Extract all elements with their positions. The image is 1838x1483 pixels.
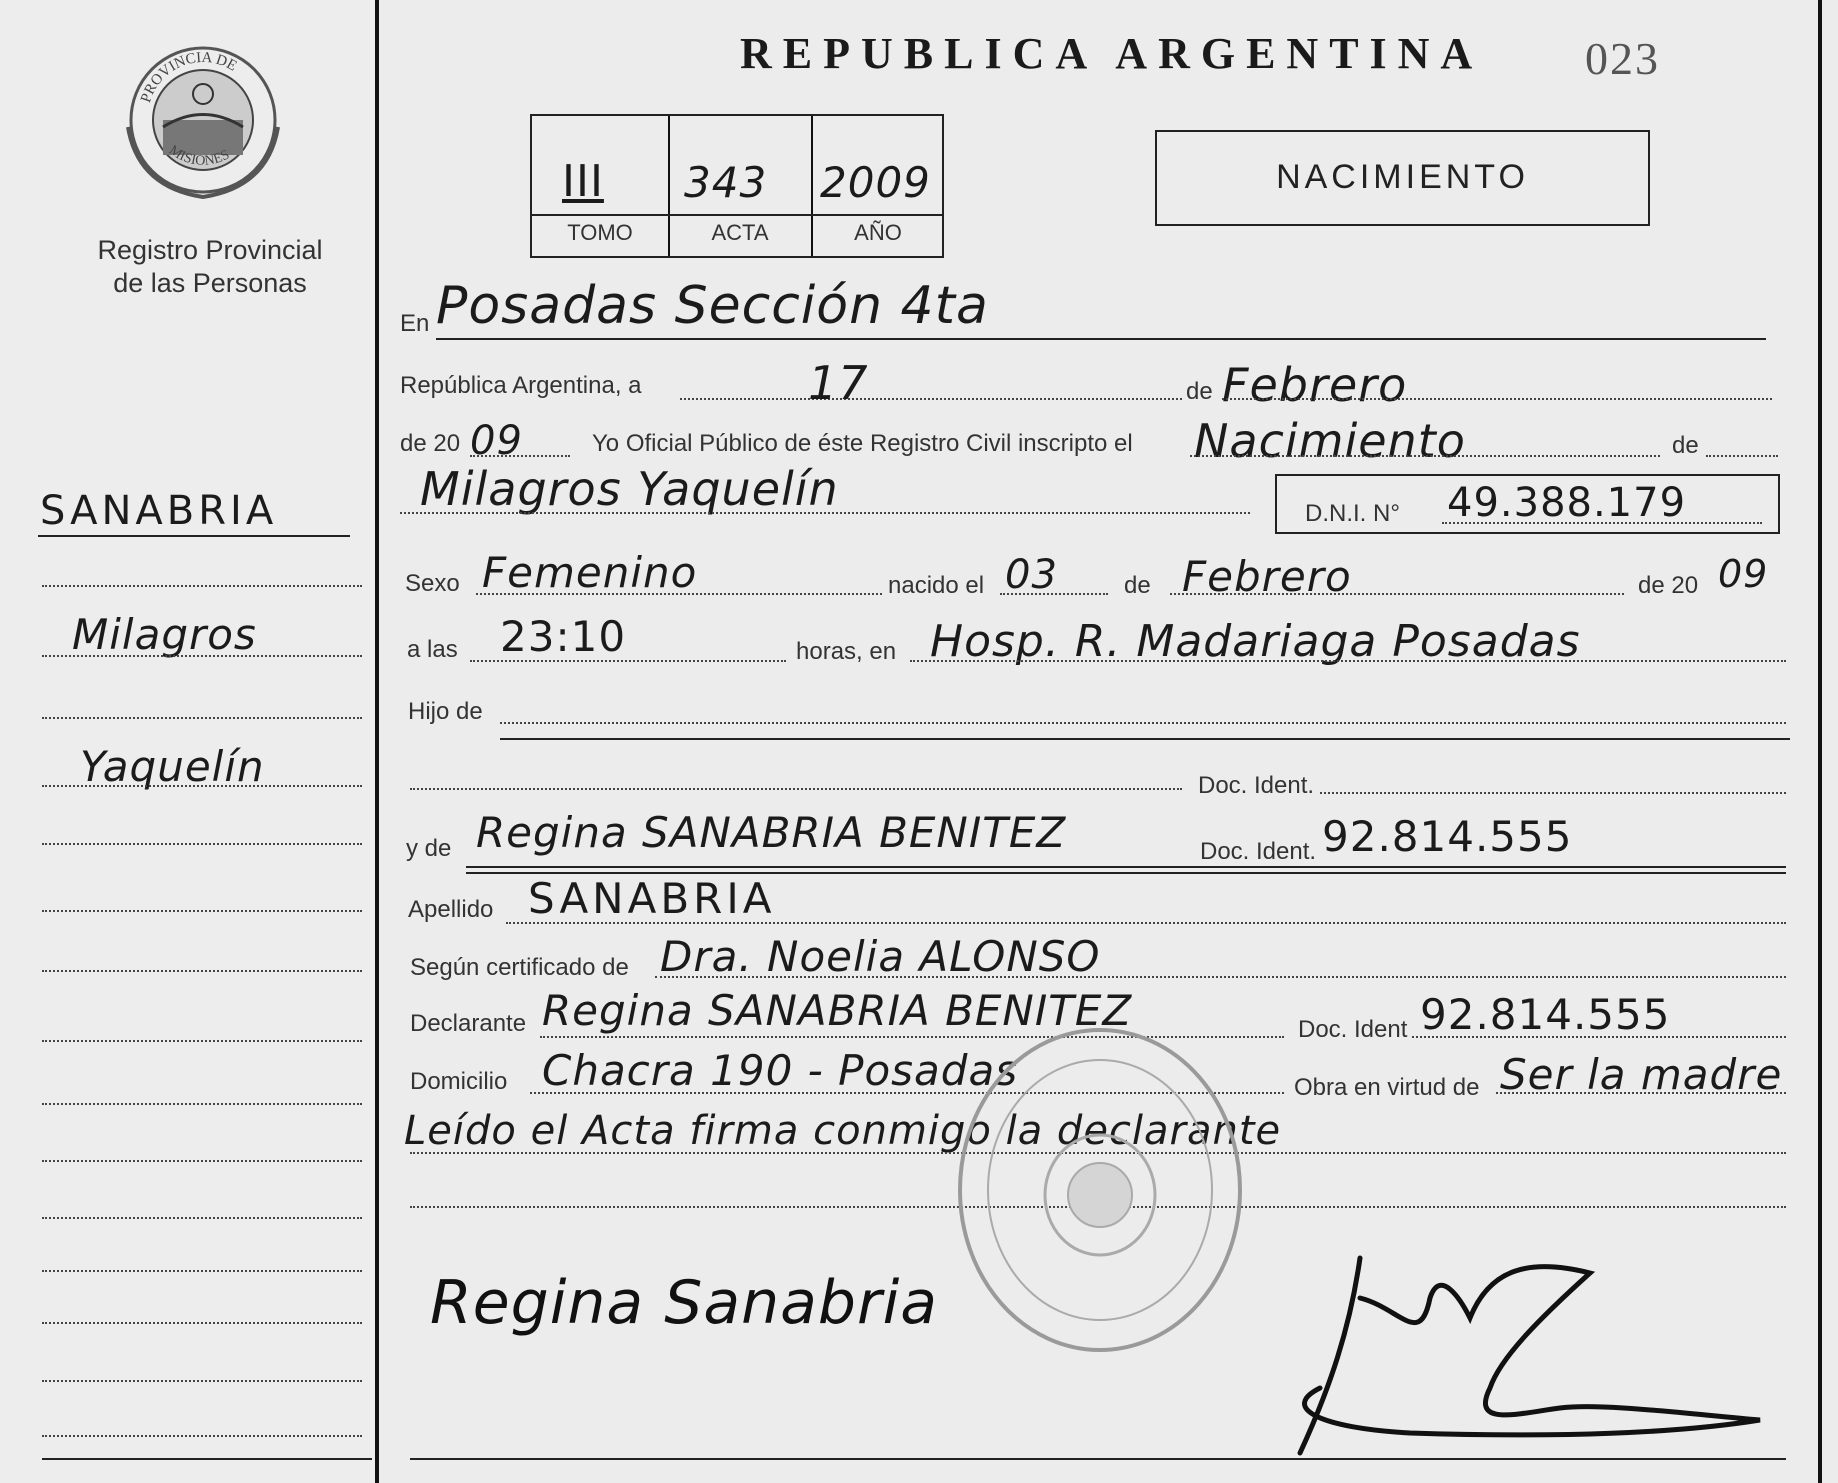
dni-box xyxy=(1275,474,1780,534)
sidebar-dotted-line xyxy=(42,785,362,787)
label-apellido: Apellido xyxy=(408,896,494,923)
label-obra: Obra en virtud de xyxy=(1294,1074,1480,1101)
dots-certificado xyxy=(655,976,1786,978)
bottom-rule xyxy=(410,1458,1786,1460)
dots-nombre xyxy=(400,512,1250,514)
sidebar-dotted-line xyxy=(42,843,362,845)
value-dni: 49.388.179 xyxy=(1447,480,1687,526)
label-a-las: a las xyxy=(407,636,458,663)
org-name-line2: de las Personas xyxy=(113,268,307,298)
left-border-line xyxy=(375,0,379,1483)
label-hijo-de: Hijo de xyxy=(408,698,483,725)
table-rule xyxy=(532,214,942,216)
value-apellido: SANABRIA xyxy=(528,874,776,923)
sidebar-dotted-line xyxy=(42,717,362,719)
label-de3: de xyxy=(1124,572,1151,599)
anio-label: AÑO xyxy=(854,220,902,245)
dots-de xyxy=(1706,455,1778,457)
seal-icon xyxy=(118,32,288,207)
document-type: NACIMIENTO xyxy=(1276,158,1529,196)
sidebar-rule xyxy=(38,535,350,537)
label-de-20: de 20 xyxy=(1638,572,1699,599)
anio-value: 2009 xyxy=(820,158,931,207)
value-acto: Nacimiento xyxy=(1194,414,1466,468)
sidebar-dotted-line xyxy=(42,1217,362,1219)
value-nacido-dia: 03 xyxy=(1005,552,1058,598)
dots-obra xyxy=(1496,1092,1786,1094)
value-declarante-doc: 92.814.555 xyxy=(1420,990,1671,1039)
label-republica: República Argentina, a xyxy=(400,372,642,399)
label-de: de xyxy=(1186,378,1213,405)
dots-dni xyxy=(1442,522,1762,524)
seal-ring-bottom: MISIONES xyxy=(166,142,233,169)
dots-sexo xyxy=(476,593,882,595)
value-dia: 17 xyxy=(808,356,869,410)
dots-hora xyxy=(470,660,786,662)
value-madre: Regina SANABRIA BENITEZ xyxy=(476,808,1067,857)
value-hora: 23:10 xyxy=(500,612,627,661)
label-nacido-el: nacido el xyxy=(888,572,985,599)
page-title: REPUBLICA ARGENTINA xyxy=(740,29,1484,78)
label-de20: de 20 xyxy=(400,430,461,457)
right-border-line xyxy=(1818,0,1822,1483)
tomo-label: TOMO xyxy=(567,220,633,245)
rule-en xyxy=(436,338,1766,340)
sidebar-dotted-line xyxy=(42,585,362,587)
dots-mes xyxy=(1222,398,1772,400)
label-en: En xyxy=(400,310,430,337)
label-y-de: y de xyxy=(406,835,452,862)
dots-hijo-de xyxy=(500,722,1786,724)
label-segun: Según certificado de xyxy=(410,954,629,981)
value-nombre: Milagros Yaquelín xyxy=(420,462,839,516)
value-lugar-nacimiento: Hosp. R. Madariaga Posadas xyxy=(930,616,1581,667)
dots-anio xyxy=(470,455,570,457)
org-name-line1: Registro Provincial xyxy=(97,235,323,265)
sidebar-dotted-line xyxy=(42,1040,362,1042)
rule-y-de xyxy=(466,866,1786,868)
dots-nacido-dia xyxy=(1000,593,1108,595)
value-anio-suffix: 09 xyxy=(470,418,523,464)
label-doc-ident3: Doc. Ident xyxy=(1298,1016,1408,1043)
value-nacido-mes: Febrero xyxy=(1182,552,1352,601)
sidebar-dotted-line xyxy=(42,1380,362,1382)
value-certificado: Dra. Noelia ALONSO xyxy=(660,932,1101,981)
official-signature-icon xyxy=(1260,1238,1780,1468)
dots-nacido-mes xyxy=(1170,593,1624,595)
label-doc-ident1: Doc. Ident. xyxy=(1198,772,1315,799)
sidebar-dotted-line xyxy=(42,970,362,972)
sidebar-name1: Milagros xyxy=(72,610,257,659)
acta-label: ACTA xyxy=(711,220,769,245)
sidebar-dotted-line xyxy=(42,910,362,912)
dots-dia xyxy=(680,398,1182,400)
sidebar-dotted-line xyxy=(42,1322,362,1324)
dots-apellido xyxy=(506,922,1786,924)
dots-acto xyxy=(1190,455,1660,457)
sidebar-dotted-line xyxy=(42,1103,362,1105)
dots-doc3 xyxy=(1412,1036,1786,1038)
sidebar-dotted-line xyxy=(42,1270,362,1272)
value-madre-doc: 92.814.555 xyxy=(1322,812,1573,861)
document-type-box xyxy=(1155,130,1650,226)
sidebar-dotted-line xyxy=(42,1435,362,1437)
official-stamp-icon xyxy=(950,1020,1250,1360)
label-de2: de xyxy=(1672,432,1699,459)
seal-ring-top: PROVINCIA DE xyxy=(138,49,240,105)
dots-doc1 xyxy=(1320,792,1786,794)
label-domicilio: Domicilio xyxy=(410,1068,508,1095)
sidebar-surname: SANABRIA xyxy=(40,488,278,534)
tomo-value: III xyxy=(562,156,604,207)
sidebar-bottom-rule xyxy=(42,1458,372,1460)
record-table xyxy=(530,114,944,258)
dots-lugar-nacimiento xyxy=(910,660,1786,662)
value-obra: Ser la madre xyxy=(1500,1050,1783,1099)
label-horas-en: horas, en xyxy=(796,638,897,665)
label-sexo: Sexo xyxy=(405,570,460,597)
label-doc-ident2: Doc. Ident. xyxy=(1200,838,1317,865)
rule-hijo-de xyxy=(500,738,1790,740)
value-nacido-anio: 09 xyxy=(1718,552,1769,596)
value-declarante: Regina SANABRIA BENITEZ xyxy=(542,986,1133,1035)
value-nota: Leído el Acta firma conmigo la declarante xyxy=(404,1108,1282,1154)
label-declarante: Declarante xyxy=(410,1010,527,1037)
page-number: 023 xyxy=(1585,33,1660,84)
label-yo-oficial: Yo Oficial Público de éste Registro Civil inscripto el xyxy=(592,430,1133,457)
sidebar-dotted-line xyxy=(42,655,362,657)
sidebar-name2: Yaquelín xyxy=(80,742,265,791)
dots-padre xyxy=(410,788,1182,790)
sidebar-dotted-line xyxy=(42,1160,362,1162)
label-dni: D.N.I. N° xyxy=(1305,500,1400,527)
value-mes: Febrero xyxy=(1222,358,1408,412)
acta-value: 343 xyxy=(684,158,768,207)
value-lugar: Posadas Sección 4ta xyxy=(436,276,989,336)
signature-declarante: Regina Sanabria xyxy=(430,1268,939,1338)
value-sexo: Femenino xyxy=(482,548,698,597)
value-domicilio: Chacra 190 - Posadas xyxy=(542,1046,1019,1095)
